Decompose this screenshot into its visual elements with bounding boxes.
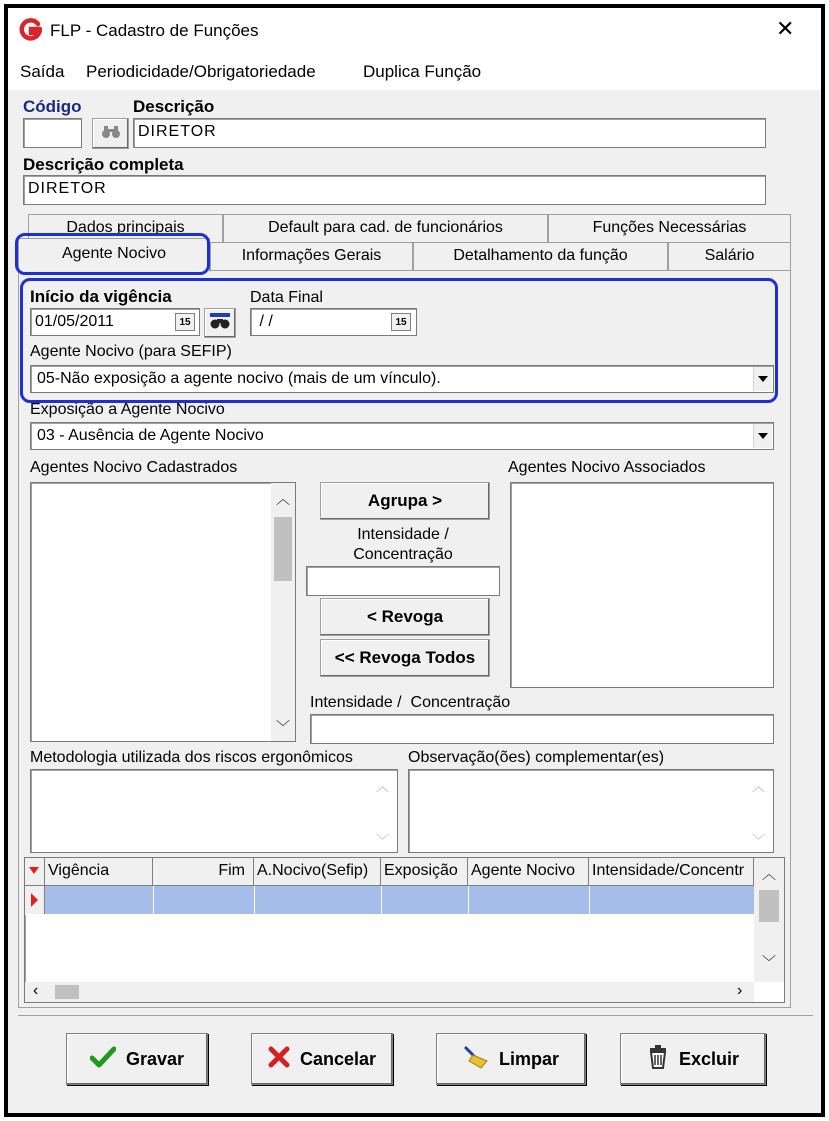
chevron-up-icon[interactable]: ︿ <box>752 779 766 794</box>
cancelar-button[interactable] <box>251 1033 393 1085</box>
menu-saida[interactable]: Saída <box>20 62 65 81</box>
codigo-label: Código <box>23 97 82 116</box>
chevron-up-icon[interactable]: ︿ <box>276 491 290 507</box>
descricao-label: Descrição <box>133 97 215 116</box>
exposicao-select[interactable] <box>30 422 774 450</box>
window-title: FLP - Cadastro de Funções <box>50 21 259 40</box>
exposicao-value: 03 - Ausência de Agente Nocivo <box>37 427 264 444</box>
cancelar-label: Cancelar <box>299 1048 377 1069</box>
trash-icon <box>647 1045 669 1074</box>
data-final-label: Data Final <box>250 289 323 306</box>
revoga-button[interactable]: < Revoga <box>320 598 490 636</box>
broom-icon <box>463 1045 489 1074</box>
intensidade-label-line1: Intensidade / <box>357 526 449 543</box>
chevron-left-icon[interactable]: ‹ <box>33 982 39 999</box>
associados-list[interactable] <box>510 482 774 688</box>
gravar-button[interactable] <box>66 1033 208 1085</box>
descricao-completa-label: Descrição completa <box>23 155 184 174</box>
intensidade-bottom-label: Intensidade / Concentração <box>310 694 511 711</box>
calendar-icon[interactable]: 15 <box>391 313 411 331</box>
title-bar <box>8 8 821 54</box>
chevron-down-icon[interactable]: ﹀ <box>752 833 766 848</box>
excluir-label: Excluir <box>678 1048 740 1069</box>
vigencia-grid[interactable] <box>24 857 785 1003</box>
intensidade-input[interactable] <box>306 566 500 596</box>
scroll-thumb[interactable] <box>759 890 779 922</box>
tab-dados-principais[interactable]: Dados principais <box>28 214 223 242</box>
grid-col-agente-nocivo[interactable]: Agente Nocivo <box>468 858 589 886</box>
agrupa-button[interactable]: Agrupa > <box>320 482 490 520</box>
grid-col-anocivo-sefip[interactable]: A.Nocivo(Sefip) <box>254 858 381 886</box>
intensidade-label-line2: Concentração <box>353 546 453 563</box>
data-final-value: / / <box>255 313 273 330</box>
observacao-label: Observação(ões) complementar(es) <box>408 749 665 766</box>
descricao-completa-input[interactable]: DIRETOR <box>23 175 766 205</box>
tab-default-cad-funcionarios[interactable]: Default para cad. de funcionários <box>223 214 548 242</box>
x-icon <box>268 1046 290 1073</box>
intensidade-bottom-input[interactable] <box>310 714 774 744</box>
excluir-button[interactable] <box>620 1033 766 1085</box>
tab-detalhamento-funcao[interactable]: Detalhamento da função <box>413 242 668 270</box>
grid-indicator-header <box>25 858 45 886</box>
grid-col-fim[interactable]: Fim <box>153 858 254 886</box>
close-icon[interactable]: ✕ <box>776 16 795 41</box>
associados-label: Agentes Nocivo Associados <box>508 459 706 476</box>
row-pointer-icon <box>25 886 45 914</box>
chevron-down-icon[interactable] <box>753 424 772 448</box>
codigo-input[interactable] <box>23 118 82 148</box>
metodologia-label: Metodologia utilizada dos riscos ergonômicos <box>30 749 353 766</box>
agente-sefip-label: Agente Nocivo (para SEFIP) <box>30 343 232 360</box>
agente-sefip-value: 05-Não exposição a agente nocivo (mais de um vínculo). <box>37 370 441 387</box>
limpar-button[interactable] <box>436 1033 586 1085</box>
scroll-thumb[interactable] <box>274 517 292 581</box>
menu-bar <box>8 54 821 90</box>
chevron-up-icon[interactable]: ︿ <box>762 866 776 882</box>
menu-duplica-funcao[interactable]: Duplica Função <box>363 62 482 81</box>
grid-horizontal-scrollbar[interactable] <box>25 982 754 1002</box>
tab-agente-nocivo[interactable]: Agente Nocivo <box>18 238 210 272</box>
footer-separator <box>18 1015 813 1016</box>
active-tab-highlight <box>15 233 210 275</box>
inicio-vigencia-value: 01/05/2011 <box>35 313 114 330</box>
chevron-down-icon[interactable]: ﹀ <box>762 954 776 970</box>
app-logo-icon <box>18 18 42 42</box>
checkmark-icon <box>90 1046 116 1073</box>
grid-col-vigencia[interactable]: Vigência <box>45 858 153 886</box>
grid-col-intensidade[interactable]: Intensidade/Concentr <box>589 858 754 886</box>
descricao-input[interactable]: DIRETOR <box>133 118 766 148</box>
metodologia-textarea[interactable] <box>30 769 398 853</box>
gravar-label: Gravar <box>125 1048 185 1069</box>
tab-salario[interactable]: Salário <box>668 242 791 270</box>
cadastrados-list[interactable] <box>30 482 296 742</box>
chevron-right-icon[interactable]: › <box>737 982 743 999</box>
observacao-textarea[interactable] <box>408 769 774 853</box>
cadastrados-label: Agentes Nocivo Cadastrados <box>30 459 238 476</box>
tab-funcoes-necessarias[interactable]: Funções Necessárias <box>548 214 791 242</box>
chevron-up-icon[interactable]: ︿ <box>376 779 390 794</box>
grid-col-exposicao[interactable]: Exposição <box>381 858 468 886</box>
table-row[interactable] <box>25 886 754 915</box>
limpar-label: Limpar <box>498 1048 559 1069</box>
chevron-down-icon[interactable]: ﹀ <box>376 833 390 848</box>
grid-vertical-scrollbar[interactable] <box>754 858 784 982</box>
search-codigo-button[interactable] <box>92 118 129 149</box>
cadastrados-scrollbar[interactable] <box>271 483 295 741</box>
tab-informacoes-gerais[interactable]: Informações Gerais <box>210 242 413 270</box>
calendar-icon[interactable]: 15 <box>175 313 195 331</box>
revoga-todos-button[interactable]: << Revoga Todos <box>320 639 490 677</box>
menu-periodicidade[interactable]: Periodicidade/Obrigatoriedade <box>86 62 316 81</box>
binoculars-icon <box>101 124 121 144</box>
chevron-down-icon[interactable]: ﹀ <box>276 719 290 735</box>
scroll-thumb[interactable] <box>55 985 79 999</box>
app-window <box>4 4 825 1117</box>
exposicao-label: Exposição a Agente Nocivo <box>30 401 225 418</box>
inicio-vigencia-label: Início da vigência <box>30 287 172 306</box>
vigencia-highlight <box>20 278 778 403</box>
